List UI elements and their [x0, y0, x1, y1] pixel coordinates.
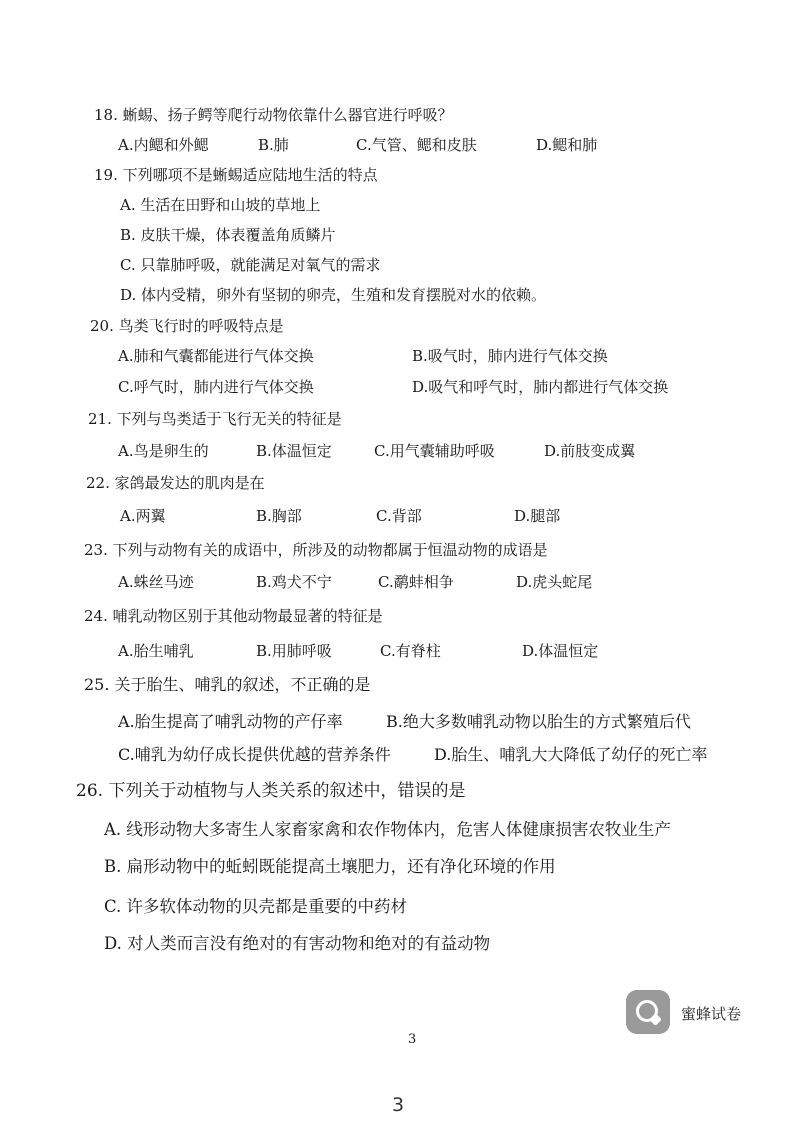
question-19-option-d: D. 体内受精，卵外有坚韧的卵壳，生殖和发育摆脱对水的依赖。	[120, 286, 547, 304]
question-20-option-d: D.吸气和呼气时，肺内都进行气体交换	[412, 378, 669, 396]
question-21-option-a: A.鸟是卵生的	[118, 442, 209, 460]
question-22-option-c: C.背部	[376, 507, 422, 525]
question-21-option-c: C.用气囊辅助呼吸	[374, 442, 495, 460]
question-21-option-b: B.体温恒定	[256, 442, 332, 460]
question-22-option-b: B.胸部	[256, 507, 302, 525]
question-22-option-d: D.腿部	[514, 507, 561, 525]
question-21-stem: 21. 下列与鸟类适于飞行无关的特征是	[88, 410, 342, 428]
question-21-option-d: D.前肢变成翼	[544, 442, 636, 460]
question-24-option-b: B.用肺呼吸	[256, 642, 332, 660]
question-23-option-b: B.鸡犬不宁	[256, 573, 332, 591]
question-24-stem: 24. 哺乳动物区别于其他动物最显著的特征是	[84, 607, 383, 625]
question-18-stem: 18. 蜥蜴、扬子鳄等爬行动物依靠什么器官进行呼吸？	[94, 106, 453, 124]
question-19-option-c: C. 只靠肺呼吸，就能满足对氧气的需求	[120, 256, 381, 274]
page-number-printed: 3	[408, 1032, 417, 1047]
question-20-stem: 20. 鸟类飞行时的呼吸特点是	[90, 317, 284, 335]
question-20-option-a: A.肺和气囊都能进行气体交换	[118, 347, 314, 365]
question-22-stem: 22. 家鸽最发达的肌肉是在	[86, 474, 265, 492]
question-25-option-a: A.胎生提高了哺乳动物的产仔率	[118, 712, 343, 731]
question-26-option-d: D. 对人类而言没有绝对的有害动物和绝对的有益动物	[104, 934, 491, 953]
question-20-option-b: B.吸气时，肺内进行气体交换	[412, 347, 608, 365]
question-23-stem: 23. 下列与动物有关的成语中，所涉及的动物都属于恒温动物的成语是	[84, 541, 548, 559]
question-26-stem: 26. 下列关于动植物与人类关系的叙述中，错误的是	[76, 781, 466, 801]
question-18-option-a: A.内鳃和外鳃	[118, 136, 209, 154]
question-24-option-a: A.胎生哺乳	[118, 642, 194, 660]
question-23-option-d: D.虎头蛇尾	[516, 573, 593, 591]
question-24-option-d: D.体温恒定	[522, 642, 599, 660]
question-19-stem: 19. 下列哪项不是蜥蜴适应陆地生活的特点	[94, 166, 378, 184]
question-24-option-c: C.有脊柱	[380, 642, 441, 660]
question-18-option-d: D.鳃和肺	[536, 136, 598, 154]
question-22-option-a: A.两翼	[120, 507, 166, 525]
question-25-option-d: D.胎生、哺乳大大降低了幼仔的死亡率	[434, 745, 708, 764]
question-18-option-b: B.肺	[258, 136, 289, 154]
question-20-option-c: C.呼气时，肺内进行气体交换	[118, 378, 314, 396]
question-19-option-b: B. 皮肤干燥，体表覆盖角质鳞片	[120, 226, 336, 244]
question-23-option-a: A.蛛丝马迹	[118, 573, 194, 591]
question-26-option-b: B. 扁形动物中的蚯蚓既能提高土壤肥力，还有净化环境的作用	[104, 857, 556, 876]
question-26-option-c: C. 许多软体动物的贝壳都是重要的中药材	[104, 897, 408, 916]
question-25-option-b: B.绝大多数哺乳动物以胎生的方式繁殖后代	[386, 712, 691, 731]
page-number: 3	[392, 1094, 405, 1116]
bee-logo-icon	[626, 990, 670, 1034]
question-18-option-c: C.气管、鳃和皮肤	[356, 136, 477, 154]
question-25-option-c: C.哺乳为幼仔成长提供优越的营养条件	[118, 745, 391, 764]
question-19-option-a: A. 生活在田野和山坡的草地上	[120, 196, 321, 214]
question-25-stem: 25. 关于胎生、哺乳的叙述，不正确的是	[84, 675, 371, 694]
watermark-text: 蜜蜂试卷	[681, 1005, 742, 1023]
question-26-option-a: A. 线形动物大多寄生人家畜家禽和农作物体内，危害人体健康损害农牧业生产	[104, 820, 671, 839]
question-23-option-c: C.鹬蚌相争	[378, 573, 454, 591]
